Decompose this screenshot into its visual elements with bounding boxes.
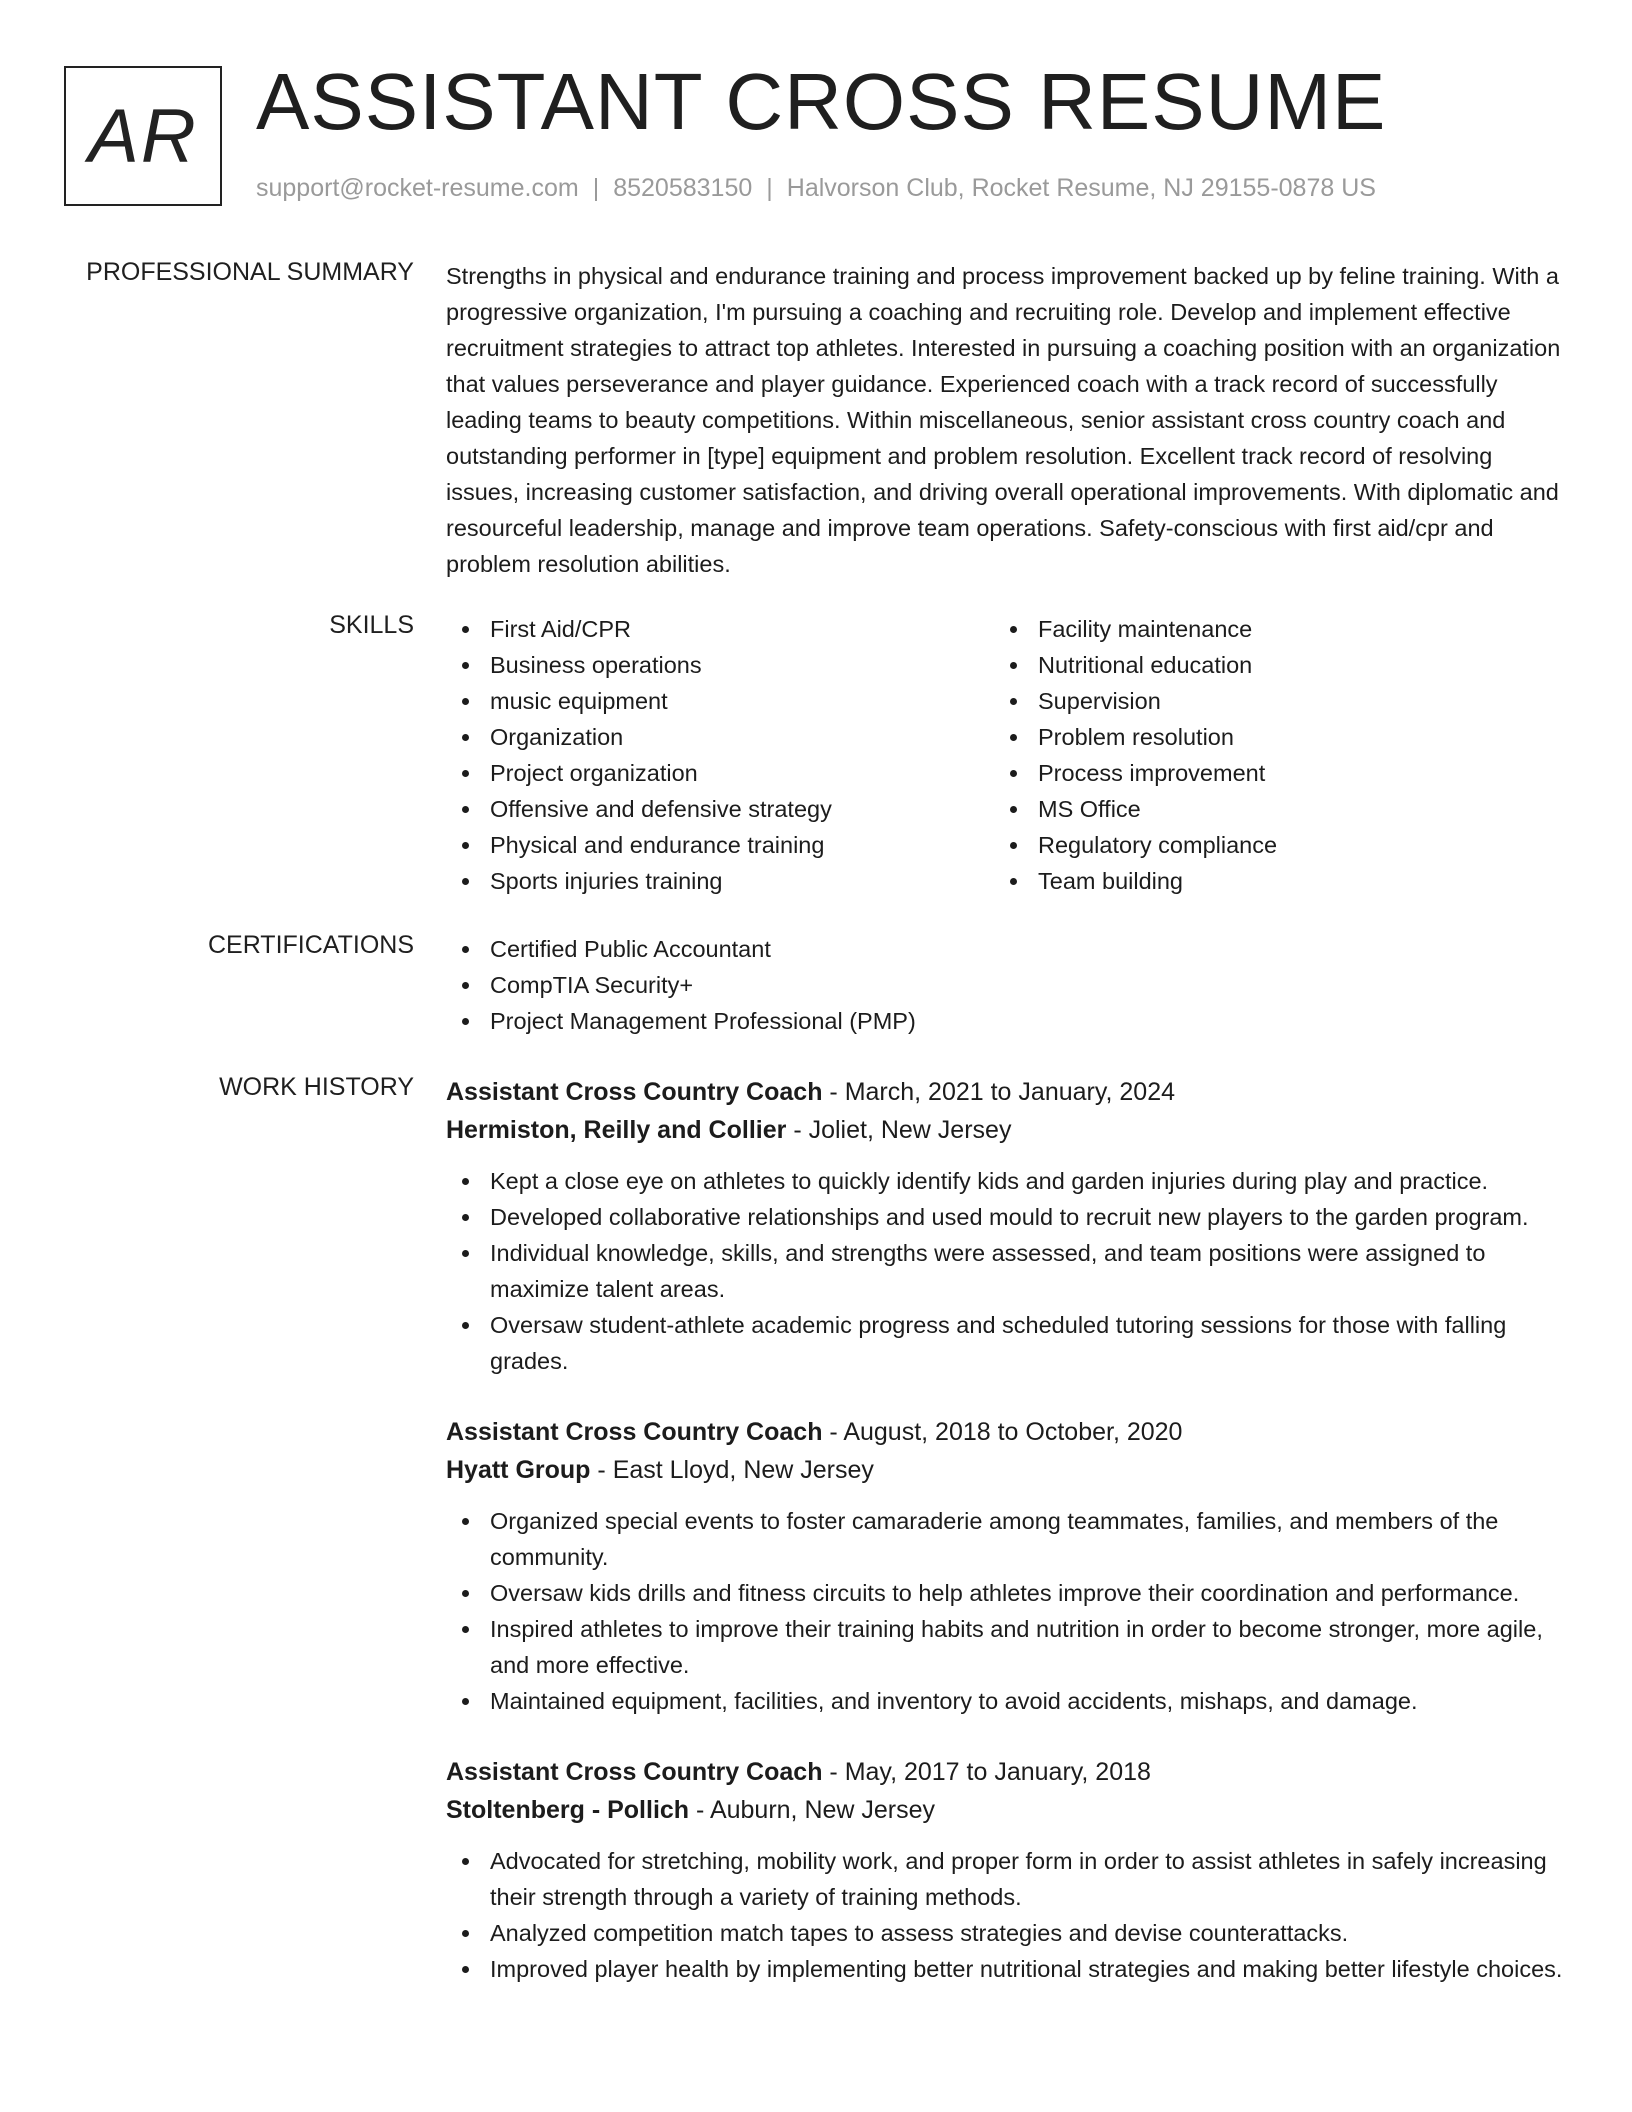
job-title: Assistant Cross Country Coach (446, 1758, 823, 1786)
skill-item: music equipment (446, 683, 994, 719)
job-bullet: Individual knowledge, skills, and strengths were assessed, and team positions were assigned to maximize talent areas. (446, 1235, 1564, 1307)
skills-right-column (994, 611, 1542, 899)
contact-email[interactable]: support@rocket-resume.com (256, 174, 579, 202)
job-company-line (446, 1111, 1564, 1149)
job-dates: May, 2017 to January, 2018 (844, 1758, 1151, 1786)
job-title-line (446, 1753, 1564, 1791)
job-dash: - (597, 1456, 606, 1484)
skill-item: Physical and endurance training (446, 827, 994, 863)
section-label-certifications: CERTIFICATIONS (207, 931, 414, 959)
certification-item: CompTIA Security+ (446, 967, 1564, 1003)
job-company-line (446, 1451, 1564, 1489)
job-company: Hermiston, Reilly and Collier (446, 1116, 787, 1144)
work-history-content (446, 1073, 1564, 2021)
skills-grid (446, 611, 1564, 899)
job-bullets (446, 1163, 1564, 1379)
skill-item: Business operations (446, 647, 994, 683)
skill-item: Team building (994, 863, 1542, 899)
certifications-content (446, 931, 1564, 1039)
job-bullet: Kept a close eye on athletes to quickly identify kids and garden injuries during play and practice. (446, 1163, 1564, 1199)
skill-item: Nutritional education (994, 647, 1542, 683)
job-bullets (446, 1843, 1564, 1987)
job-location: Joliet, New Jersey (808, 1116, 1012, 1144)
job-dates: August, 2018 to October, 2020 (843, 1418, 1183, 1446)
contact-separator: | (592, 174, 600, 202)
job-bullet: Oversaw kids drills and fitness circuits to help athletes improve their coordination and performance. (446, 1575, 1564, 1611)
section-label-work-history: WORK HISTORY (219, 1073, 414, 1101)
job-title-line (446, 1413, 1564, 1451)
skill-item: First Aid/CPR (446, 611, 994, 647)
contact-phone[interactable]: 8520583150 (613, 174, 753, 202)
resume-name: ASSISTANT CROSS RESUME (256, 57, 1387, 146)
job-bullet: Maintained equipment, facilities, and inventory to avoid accidents, mishaps, and damage. (446, 1683, 1564, 1719)
contact-separator: | (766, 174, 773, 202)
job-bullet: Analyzed competition match tapes to assess strategies and devise counterattacks. (446, 1915, 1564, 1951)
job-company: Stoltenberg - Pollich (446, 1796, 690, 1824)
job-bullet: Improved player health by implementing better nutritional strategies and making better lifestyle choices. (446, 1951, 1564, 1987)
summary-text: Strengths in physical and endurance training and process improvement backed up by feline training. With a progressive organization, I'm pursuing a coaching and recruiting role. Develop and implement effective recruitment strategies to attract top athletes. Interested in pursuing a coaching position with an organization that values perseverance and player guidance. Experienced coach with a track record of successfully leading teams to beauty competitions. Within miscellaneous, senior assistant cross country coach and outstanding performer in [type] equipment and problem resolution. Excellent track record of resolving issues, increasing customer satisfaction, and driving overall operational improvements. With diplomatic and resourceful leadership, manage and improve team operations. Safety-conscious with first aid/cpr and problem resolution abilities. (446, 263, 1561, 577)
monogram-initials: AR (88, 93, 198, 179)
job-dash: - (829, 1078, 838, 1106)
job-bullet: Oversaw student-athlete academic progress and scheduled tutoring sessions for those with falling grades. (446, 1307, 1564, 1379)
job-bullet: Inspired athletes to improve their training habits and nutrition in order to become stronger, more agile, and more effective. (446, 1611, 1564, 1683)
certification-item: Certified Public Accountant (446, 931, 1564, 967)
skill-item: Offensive and defensive strategy (446, 791, 994, 827)
job-location: East Lloyd, New Jersey (612, 1456, 874, 1484)
skill-item: Facility maintenance (994, 611, 1542, 647)
skills-content (446, 611, 1564, 899)
monogram-box (64, 66, 222, 206)
job-entry (446, 1413, 1564, 1719)
job-title-line (446, 1073, 1564, 1111)
job-bullets (446, 1503, 1564, 1719)
certification-item: Project Management Professional (PMP) (446, 1003, 1564, 1039)
job-bullet: Developed collaborative relationships and used mould to recruit new players to the garden program. (446, 1199, 1564, 1235)
job-bullet: Organized special events to foster camaraderie among teammates, families, and members of the community. (446, 1503, 1564, 1575)
job-dash: - (696, 1796, 705, 1824)
certifications-list (446, 931, 1564, 1039)
job-title: Assistant Cross Country Coach (446, 1078, 823, 1106)
contact-line (256, 174, 1376, 203)
skill-item: MS Office (994, 791, 1542, 827)
job-dash: - (829, 1758, 838, 1786)
job-company-line (446, 1791, 1564, 1829)
skills-left-column (446, 611, 994, 899)
job-entry (446, 1073, 1564, 1379)
job-dates: March, 2021 to January, 2024 (844, 1078, 1176, 1106)
skill-item: Regulatory compliance (994, 827, 1542, 863)
skill-item: Process improvement (994, 755, 1542, 791)
job-entry (446, 1753, 1564, 1987)
job-title: Assistant Cross Country Coach (446, 1418, 823, 1446)
skill-item: Project organization (446, 755, 994, 791)
skill-item: Problem resolution (994, 719, 1542, 755)
skill-item: Organization (446, 719, 994, 755)
job-dash: - (793, 1116, 802, 1144)
skill-item: Supervision (994, 683, 1542, 719)
job-bullet: Advocated for stretching, mobility work, and proper form in order to assist athletes in safely increasing their strength through a variety of training methods. (446, 1843, 1564, 1915)
job-dash: - (829, 1418, 838, 1446)
contact-address: Halvorson Club, Rocket Resume, NJ 29155-0878 US (786, 174, 1376, 202)
skill-item: Sports injuries training (446, 863, 994, 899)
job-company: Hyatt Group (446, 1456, 591, 1484)
job-location: Auburn, New Jersey (709, 1796, 936, 1824)
section-label-summary: PROFESSIONAL SUMMARY (86, 258, 414, 286)
section-label-skills: SKILLS (329, 611, 414, 639)
